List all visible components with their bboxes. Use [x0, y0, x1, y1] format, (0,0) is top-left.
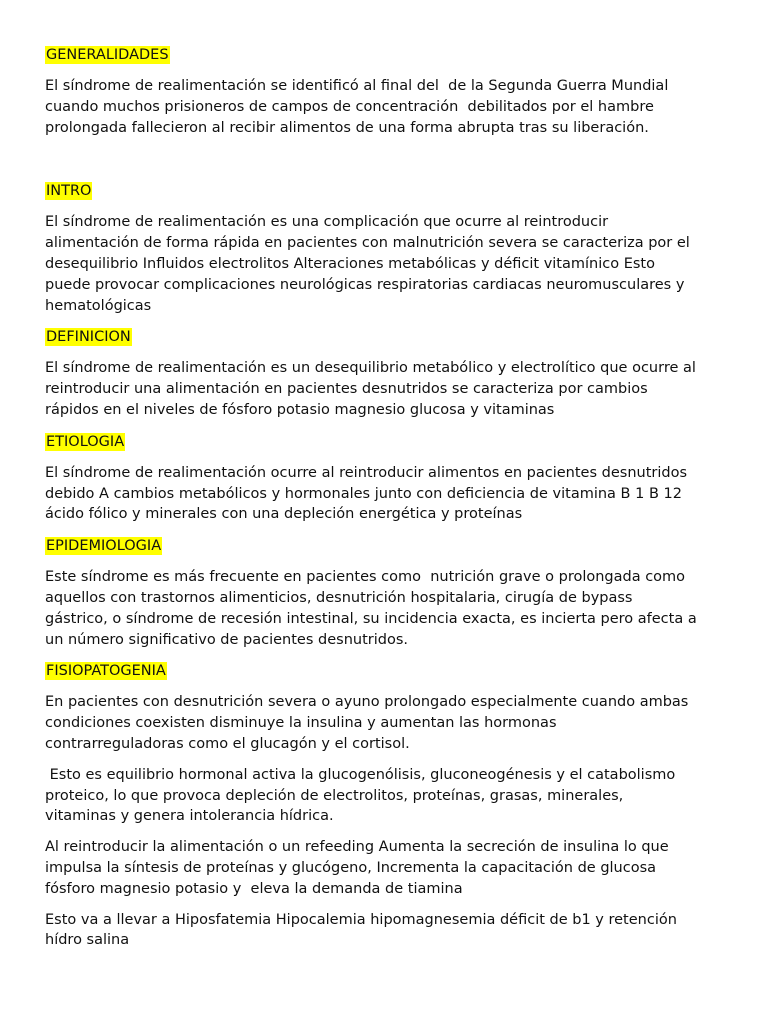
- section-paragraph: El síndrome de realimentación es un desequilibrio metabólico y electrolítico que ocurre al reintroducir una alimentación en pacientes desnutridos se caracteriza por cambios rápidos en el niveles de fósforo potasio magnesio glucosa y vitaminas: [45, 360, 696, 418]
- section-generalidades: [45, 44, 728, 138]
- section-definicion: [45, 326, 728, 420]
- section-heading: DEFINICION: [46, 329, 131, 346]
- section-paragraph: El síndrome de realimentación ocurre al reintroducir alimentos en pacientes desnutridos debido A cambios metabólicos y hormonales junto con deficiencia de vitamina B 1 B 12 ácido fólico y minerales con una depleción energética y proteínas: [45, 464, 688, 523]
- section-heading: INTRO: [46, 183, 92, 200]
- section-paragraph: El síndrome de realimentación es una complicación que ocurre al reintroducir alimentación de forma rápida en pacientes con malnutrición severa se caracteriza por el desequilibrio Influidos electrolitos Alteraciones metabólicas y déficit vitamínico Esto puede provocar complicaciones neurológicas respiratorias cardiacas neuromusculares y hematológicas: [45, 214, 690, 314]
- section-heading: EPIDEMIOLOGIA: [46, 538, 162, 555]
- section-heading: GENERALIDADES: [46, 47, 169, 63]
- section-intro: [45, 180, 728, 316]
- section-fisiopatogenia: [45, 660, 728, 951]
- section-heading: ETIOLOGIA: [46, 433, 125, 450]
- section-paragraph: Al reintroducir la alimentación o un refeeding Aumenta la secreción de insulina lo que impulsa la síntesis de proteínas y glucógeno, Incrementa la capacitación de glucosa fósforo magnesio potasio y eleva la demanda de tiamina: [45, 839, 669, 897]
- section-paragraph: El síndrome de realimentación se identificó al final del de la Segunda Guerra Mundial cuando muchos prisioneros de campos de concentración debilitados por el hambre prolongada fallecieron al recibir alimentos de una forma abrupta tras su liberación.: [45, 78, 669, 136]
- section-heading: FISIOPATOGENIA: [46, 663, 166, 680]
- section-paragraph: Este síndrome es más frecuente en pacientes como nutrición grave o prolongada como aquellos con trastornos alimenticios, desnutrición hospitalaria, cirugía de bypass gástrico, o síndrome de recesión intestinal, su incidencia exacta, es incierta pero afecta a un número significativo de pacientes desnutridos.: [45, 569, 697, 648]
- section-paragraph: Esto va a llevar a Hiposfatemia Hipocalemia hipomagnesemia déficit de b1 y retención hídro salina: [45, 911, 677, 949]
- section-epidemiologia: [45, 535, 728, 650]
- section-etiologia: [45, 431, 728, 525]
- section-paragraph: Esto es equilibrio hormonal activa la glucogenólisis, gluconeogénesis y el catabolismo proteico, lo que provoca depleción de electrolitos, proteínas, grasas, minerales, vitaminas y genera intolerancia hídrica.: [45, 766, 676, 825]
- section-paragraph: En pacientes con desnutrición severa o ayuno prolongado especialmente cuando ambas condiciones coexisten disminuye la insulina y aumentan las hormonas contrarreguladoras como el glucagón y el cortisol.: [45, 694, 689, 752]
